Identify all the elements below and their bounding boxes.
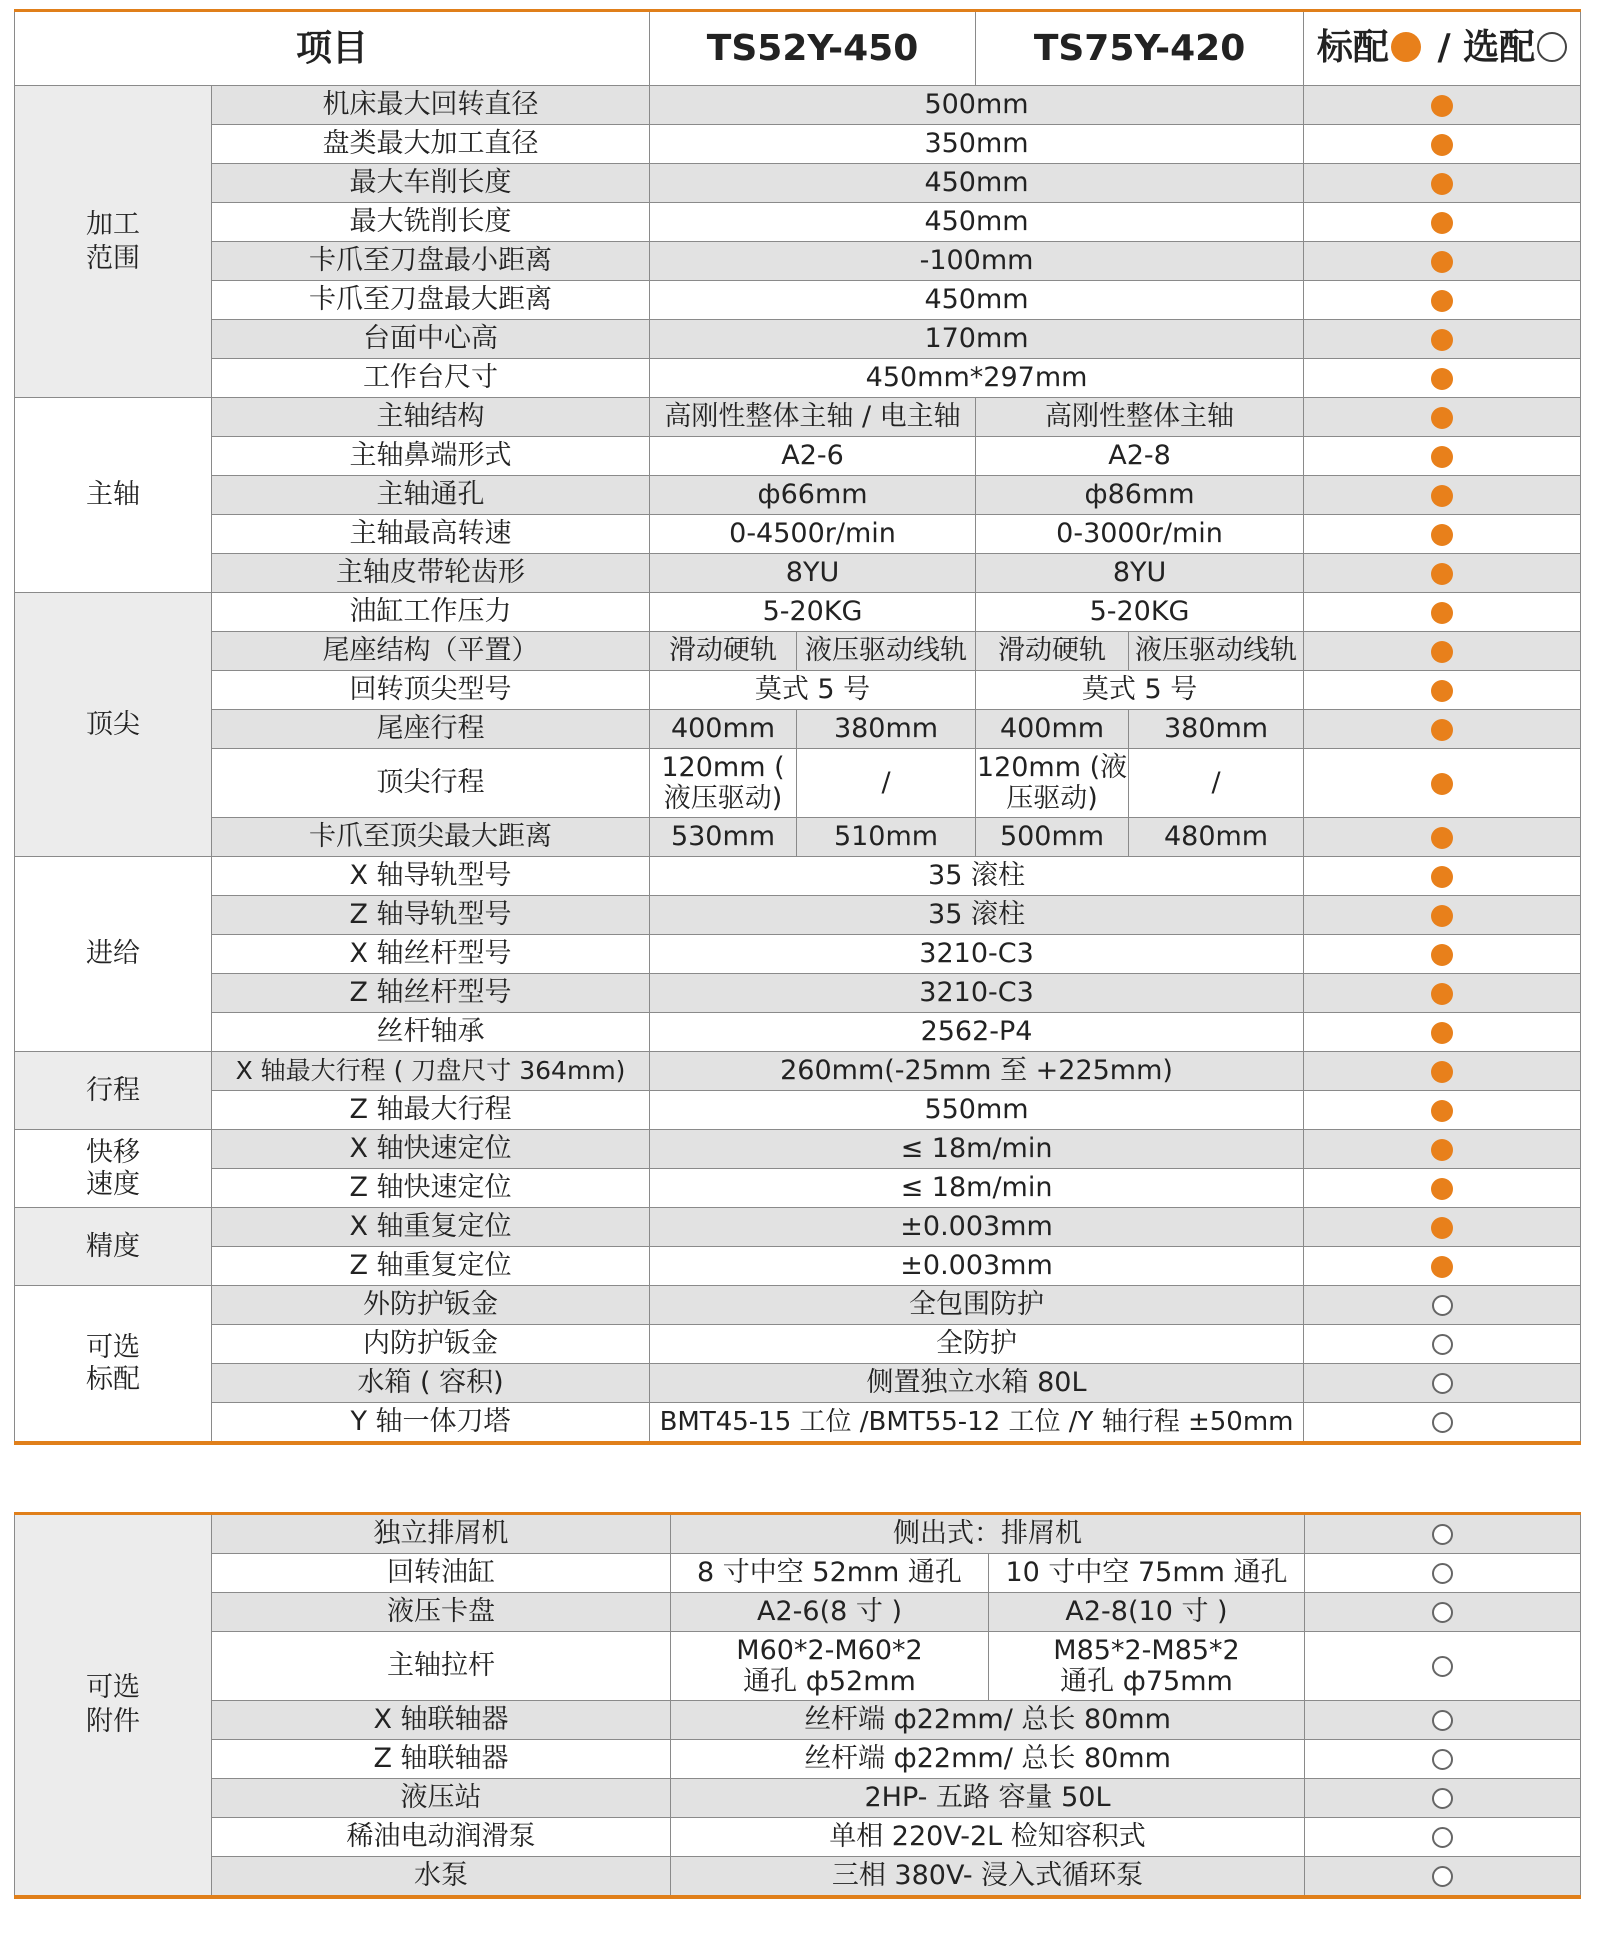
row-label: 独立排屑机 [212, 1514, 671, 1554]
row-value: 2562-P4 [650, 1013, 1304, 1052]
standard-dot-icon [1431, 251, 1453, 273]
standard-dot-icon [1431, 719, 1453, 741]
optional-circle-icon [1432, 1710, 1453, 1731]
standard-dot-icon [1431, 563, 1453, 585]
optional-circle-icon [1432, 1866, 1453, 1887]
table-header-row [15, 11, 1581, 86]
row-value-b: A2-8 [976, 437, 1304, 476]
header-model-2: TS75Y-420 [976, 11, 1304, 86]
group-optional-standard: 可选标配 [15, 1286, 212, 1444]
standard-dot-icon [1431, 1100, 1453, 1122]
row-value: 550mm [650, 1091, 1304, 1130]
std-mark [1304, 359, 1581, 398]
std-mark [1304, 974, 1581, 1013]
row-label: Y 轴一体刀塔 [212, 1403, 650, 1444]
table-row [15, 749, 1581, 818]
row-label: X 轴联轴器 [212, 1701, 671, 1740]
spec-table [14, 9, 1581, 1445]
row-label: 主轴结构 [212, 398, 650, 437]
standard-dot-icon [1431, 329, 1453, 351]
table-row [15, 1740, 1581, 1779]
standard-dot-icon [1431, 641, 1453, 663]
opt-mark [1305, 1514, 1581, 1554]
table-row [15, 1286, 1581, 1325]
row-value-b: 莫式 5 号 [976, 671, 1304, 710]
row-label: 丝杆轴承 [212, 1013, 650, 1052]
standard-dot-icon [1431, 173, 1453, 195]
row-value: 450mm [650, 164, 1304, 203]
table-row [15, 1779, 1581, 1818]
table-row [15, 437, 1581, 476]
opt-mark [1305, 1554, 1581, 1593]
table-row [15, 1554, 1581, 1593]
row-value-b: A2-8(10 寸 ) [989, 1593, 1305, 1632]
standard-dot-icon [1431, 866, 1453, 888]
table-row [15, 1247, 1581, 1286]
table-row [15, 242, 1581, 281]
standard-dot-icon [1431, 1061, 1453, 1083]
row-value: 450mm [650, 203, 1304, 242]
row-label: X 轴丝杆型号 [212, 935, 650, 974]
row-value-b: M85*2-M85*2 通孔 ф75mm [1053, 1635, 1240, 1697]
table-row [15, 320, 1581, 359]
header-std-label: 标配 [1316, 26, 1389, 68]
table-row [15, 554, 1581, 593]
std-mark [1304, 857, 1581, 896]
row-value-a2: 380mm [797, 710, 976, 749]
optional-circle-icon [1432, 1373, 1453, 1394]
table-row [15, 818, 1581, 857]
optional-circle-icon [1432, 1749, 1453, 1770]
row-label: 液压卡盘 [212, 1593, 671, 1632]
row-label: 台面中心高 [212, 320, 650, 359]
optional-circle-icon [1432, 1602, 1453, 1623]
std-mark [1304, 86, 1581, 125]
standard-dot-icon [1431, 95, 1453, 117]
row-value-b: 5-20KG [976, 593, 1304, 632]
row-value-b2: 液压驱动线轨 [1129, 632, 1304, 671]
standard-dot-icon [1431, 905, 1453, 927]
row-label: 水箱 ( 容积) [212, 1364, 650, 1403]
row-label: 回转油缸 [212, 1554, 671, 1593]
row-label: 机床最大回转直径 [212, 86, 650, 125]
std-mark [1304, 632, 1581, 671]
optional-circle-icon [1432, 1656, 1453, 1677]
row-label: 主轴鼻端形式 [212, 437, 650, 476]
row-label: 尾座结构（平置） [212, 632, 650, 671]
std-mark [1304, 896, 1581, 935]
table-row [15, 125, 1581, 164]
table-row [15, 857, 1581, 896]
table-row [15, 1632, 1581, 1701]
table-row [15, 935, 1581, 974]
table-row [15, 593, 1581, 632]
row-value: 350mm [650, 125, 1304, 164]
row-value-b1: 滑动硬轨 [976, 632, 1129, 671]
row-value-a: 8YU [650, 554, 976, 593]
std-mark [1304, 203, 1581, 242]
row-value: 侧置独立水箱 80L [650, 1364, 1304, 1403]
standard-dot-icon [1431, 212, 1453, 234]
row-label: 盘类最大加工直径 [212, 125, 650, 164]
row-label: 主轴皮带轮齿形 [212, 554, 650, 593]
std-mark [1304, 476, 1581, 515]
row-value-b: 10 寸中空 75mm 通孔 [989, 1554, 1305, 1593]
row-label: 油缸工作压力 [212, 593, 650, 632]
row-label: 液压站 [212, 1779, 671, 1818]
table-row [15, 203, 1581, 242]
row-label: 回转顶尖型号 [212, 671, 650, 710]
std-mark [1304, 164, 1581, 203]
row-value-a1: 120mm ( 液压驱动) [650, 749, 797, 818]
row-label: X 轴最大行程 ( 刀盘尺寸 364mm) [212, 1052, 650, 1091]
optional-circle-icon [1432, 1334, 1453, 1355]
row-value: 单相 220V-2L 检知容积式 [671, 1818, 1305, 1857]
opt-mark [1305, 1593, 1581, 1632]
row-label: Z 轴最大行程 [212, 1091, 650, 1130]
row-value: 全包围防护 [650, 1286, 1304, 1325]
row-value-b: 0-3000r/min [976, 515, 1304, 554]
std-mark [1304, 1130, 1581, 1169]
row-value-a: A2-6 [650, 437, 976, 476]
std-mark [1304, 515, 1581, 554]
opt-mark [1304, 1325, 1581, 1364]
row-value-a: 莫式 5 号 [650, 671, 976, 710]
table-row [15, 671, 1581, 710]
table-row [15, 1857, 1581, 1898]
std-mark [1304, 935, 1581, 974]
std-mark [1304, 1013, 1581, 1052]
standard-dot-icon [1431, 1139, 1453, 1161]
row-label: 内防护钣金 [212, 1325, 650, 1364]
row-value: 3210-C3 [650, 935, 1304, 974]
row-value-a: 高刚性整体主轴 / 电主轴 [650, 398, 976, 437]
optional-circle-icon [1432, 1827, 1453, 1848]
table-row [15, 1818, 1581, 1857]
standard-dot-icon [1391, 32, 1421, 62]
row-label: Z 轴联轴器 [212, 1740, 671, 1779]
row-label: 卡爪至刀盘最大距离 [212, 281, 650, 320]
std-mark [1304, 710, 1581, 749]
group-tailstock: 顶尖 [15, 593, 212, 857]
group-accessories: 可选附件 [15, 1514, 212, 1898]
header-item: 项目 [15, 11, 650, 86]
standard-dot-icon [1431, 827, 1453, 849]
row-label: 顶尖行程 [212, 749, 650, 818]
standard-dot-icon [1431, 524, 1453, 546]
group-spindle: 主轴 [15, 398, 212, 593]
table-row [15, 1364, 1581, 1403]
optional-circle-icon [1432, 1295, 1453, 1316]
row-label: 卡爪至顶尖最大距离 [212, 818, 650, 857]
row-label: 主轴通孔 [212, 476, 650, 515]
optional-circle-icon [1432, 1788, 1453, 1809]
standard-dot-icon [1431, 680, 1453, 702]
table-row [15, 359, 1581, 398]
table-row [15, 164, 1581, 203]
std-mark [1304, 1091, 1581, 1130]
standard-dot-icon [1431, 1022, 1453, 1044]
row-value-a2: 510mm [797, 818, 976, 857]
table-row [15, 1208, 1581, 1247]
table-row [15, 1169, 1581, 1208]
row-value-a: 5-20KG [650, 593, 976, 632]
row-value: 170mm [650, 320, 1304, 359]
std-mark [1304, 281, 1581, 320]
row-label: 卡爪至刀盘最小距离 [212, 242, 650, 281]
std-mark [1304, 554, 1581, 593]
row-value-b1: 120mm (液压驱动) [976, 749, 1129, 818]
row-label: 工作台尺寸 [212, 359, 650, 398]
row-value-a: M60*2-M60*2 通孔 ф52mm [736, 1635, 923, 1697]
table-row [15, 1593, 1581, 1632]
table-row [15, 1091, 1581, 1130]
row-value-b1: 500mm [976, 818, 1129, 857]
row-label: Z 轴重复定位 [212, 1247, 650, 1286]
std-mark [1304, 398, 1581, 437]
std-mark [1304, 818, 1581, 857]
table-row [15, 1130, 1581, 1169]
optional-circle-icon [1432, 1412, 1453, 1433]
group-feed: 进给 [15, 857, 212, 1052]
row-value: ±0.003mm [650, 1247, 1304, 1286]
table-row [15, 281, 1581, 320]
row-value: 260mm(-25mm 至 +225mm) [650, 1052, 1304, 1091]
row-value: 500mm [650, 86, 1304, 125]
table-row [15, 1514, 1581, 1554]
row-value-a: 8 寸中空 52mm 通孔 [671, 1554, 989, 1593]
row-label: X 轴重复定位 [212, 1208, 650, 1247]
standard-dot-icon [1431, 1178, 1453, 1200]
standard-dot-icon [1431, 602, 1453, 624]
row-value: 3210-C3 [650, 974, 1304, 1013]
row-value: 全防护 [650, 1325, 1304, 1364]
std-mark [1304, 593, 1581, 632]
table-row [15, 1701, 1581, 1740]
row-value-b2: / [1129, 749, 1304, 818]
opt-mark [1305, 1701, 1581, 1740]
standard-dot-icon [1431, 446, 1453, 468]
table-row [15, 710, 1581, 749]
standard-dot-icon [1431, 134, 1453, 156]
group-travel: 行程 [15, 1052, 212, 1130]
group-rapid: 快移速度 [15, 1130, 212, 1208]
row-value: ±0.003mm [650, 1208, 1304, 1247]
opt-mark [1305, 1818, 1581, 1857]
opt-mark [1304, 1364, 1581, 1403]
row-value: ≤ 18m/min [650, 1169, 1304, 1208]
standard-dot-icon [1431, 368, 1453, 390]
standard-dot-icon [1431, 1217, 1453, 1239]
row-value: ≤ 18m/min [650, 1130, 1304, 1169]
row-label: X 轴快速定位 [212, 1130, 650, 1169]
row-value-a-cell [671, 1632, 989, 1701]
table-row [15, 86, 1581, 125]
row-value: 丝杆端 ф22mm/ 总长 80mm [671, 1701, 1305, 1740]
row-label: Z 轴丝杆型号 [212, 974, 650, 1013]
opt-mark [1304, 1403, 1581, 1444]
table-row [15, 1013, 1581, 1052]
standard-dot-icon [1431, 1256, 1453, 1278]
row-value-a1: 530mm [650, 818, 797, 857]
row-value-b: 8YU [976, 554, 1304, 593]
row-value-b1: 400mm [976, 710, 1129, 749]
std-mark [1304, 242, 1581, 281]
row-label: X 轴导轨型号 [212, 857, 650, 896]
row-value: 450mm [650, 281, 1304, 320]
row-value: 450mm*297mm [650, 359, 1304, 398]
row-label: 主轴拉杆 [212, 1632, 671, 1701]
std-mark [1304, 1052, 1581, 1091]
row-value: 侧出式：排屑机 [671, 1514, 1305, 1554]
std-mark [1304, 749, 1581, 818]
std-mark [1304, 1208, 1581, 1247]
table-row [15, 632, 1581, 671]
accessory-table [14, 1512, 1581, 1899]
table-row [15, 515, 1581, 554]
standard-dot-icon [1431, 290, 1453, 312]
header-legend [1304, 11, 1581, 86]
optional-circle-icon [1432, 1563, 1453, 1584]
table-row [15, 476, 1581, 515]
row-value: -100mm [650, 242, 1304, 281]
table-row [15, 1325, 1581, 1364]
std-mark [1304, 437, 1581, 476]
row-label: 最大车削长度 [212, 164, 650, 203]
row-label: 外防护钣金 [212, 1286, 650, 1325]
standard-dot-icon [1431, 407, 1453, 429]
row-label: 水泵 [212, 1857, 671, 1898]
row-value: 2HP- 五路 容量 50L [671, 1779, 1305, 1818]
table-row [15, 1052, 1581, 1091]
row-value-b2: 380mm [1129, 710, 1304, 749]
row-value: 三相 380V- 浸入式循环泵 [671, 1857, 1305, 1898]
table-row [15, 974, 1581, 1013]
row-value-a1: 滑动硬轨 [650, 632, 797, 671]
row-value-a: 0-4500r/min [650, 515, 976, 554]
group-range: 加工范围 [15, 86, 212, 398]
standard-dot-icon [1431, 773, 1453, 795]
group-precision: 精度 [15, 1208, 212, 1286]
row-label: Z 轴导轨型号 [212, 896, 650, 935]
table-row [15, 398, 1581, 437]
header-opt-label: 选配 [1463, 26, 1536, 68]
row-label: 主轴最高转速 [212, 515, 650, 554]
opt-mark [1305, 1740, 1581, 1779]
std-mark [1304, 320, 1581, 359]
std-mark [1304, 125, 1581, 164]
row-label: 尾座行程 [212, 710, 650, 749]
row-label: 稀油电动润滑泵 [212, 1818, 671, 1857]
row-value-a: A2-6(8 寸 ) [671, 1593, 989, 1632]
row-value-a2: / [797, 749, 976, 818]
opt-mark [1304, 1286, 1581, 1325]
row-value-a2: 液压驱动线轨 [797, 632, 976, 671]
row-label: 最大铣削长度 [212, 203, 650, 242]
header-sep: / [1424, 26, 1464, 68]
table-row [15, 896, 1581, 935]
row-value: 35 滚柱 [650, 857, 1304, 896]
row-value-b2: 480mm [1129, 818, 1304, 857]
row-value: BMT45-15 工位 /BMT55-12 工位 /Y 轴行程 ±50mm [650, 1403, 1304, 1444]
header-model-1: TS52Y-450 [650, 11, 976, 86]
std-mark [1304, 1247, 1581, 1286]
standard-dot-icon [1431, 983, 1453, 1005]
row-value: 丝杆端 ф22mm/ 总长 80mm [671, 1740, 1305, 1779]
row-value: 35 滚柱 [650, 896, 1304, 935]
opt-mark [1305, 1779, 1581, 1818]
row-label: Z 轴快速定位 [212, 1169, 650, 1208]
standard-dot-icon [1431, 944, 1453, 966]
optional-circle-icon [1432, 1524, 1453, 1545]
optional-circle-icon [1537, 32, 1567, 62]
row-value-b-cell [989, 1632, 1305, 1701]
opt-mark [1305, 1632, 1581, 1701]
row-value-b: ф86mm [976, 476, 1304, 515]
row-value-a1: 400mm [650, 710, 797, 749]
row-value-b: 高刚性整体主轴 [976, 398, 1304, 437]
row-value-a: ф66mm [650, 476, 976, 515]
opt-mark [1305, 1857, 1581, 1898]
table-row [15, 1403, 1581, 1444]
std-mark [1304, 1169, 1581, 1208]
std-mark [1304, 671, 1581, 710]
standard-dot-icon [1431, 485, 1453, 507]
